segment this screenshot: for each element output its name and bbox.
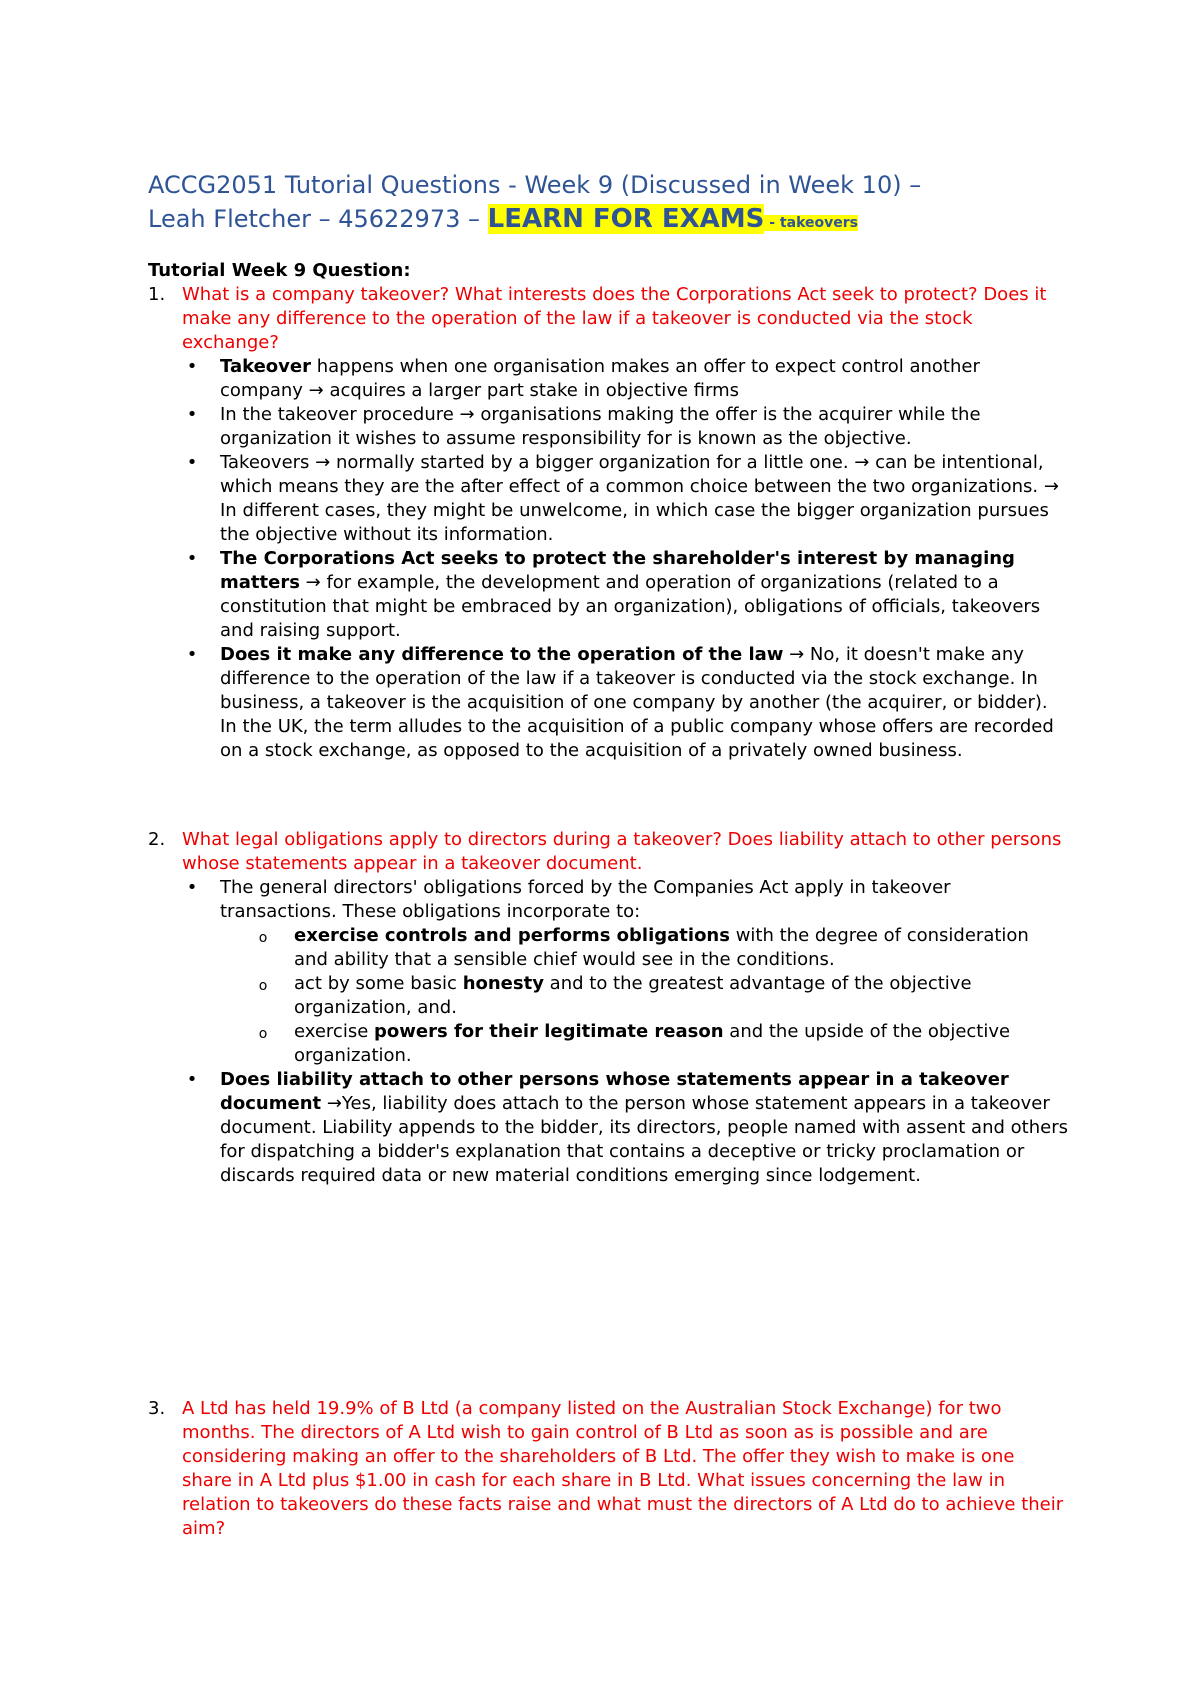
bullet-text: → for example, the development and operation of organizations (related to a constitution that might be embraced by an organization), obligations of officials, takeovers and raising support. xyxy=(220,572,1041,641)
bullet-bold-text: Does liability attach to other persons whose statements appear in a takeover document xyxy=(220,1069,1009,1114)
sub-list-item xyxy=(258,1020,1068,1068)
question-3 xyxy=(148,1397,1068,1541)
question-number: 3. xyxy=(148,1398,166,1419)
sub-bullet-text: with the degree of consideration and ability that a sensible chief would see in the conditions. xyxy=(294,925,1029,970)
title-line-2 xyxy=(148,202,1078,240)
sub-bullet-bold-text: exercise controls and performs obligations xyxy=(294,925,730,946)
bullet-icon: • xyxy=(186,877,198,898)
bullet-icon: • xyxy=(186,452,198,473)
answer-bullet-list xyxy=(186,355,1068,763)
question-text: What legal obligations apply to directors during a takeover? Does liability attach to other persons whose statements appear in a takeover document. xyxy=(182,829,1062,874)
bullet-icon: • xyxy=(186,644,198,665)
bullet-text: happens when one organisation makes an offer to expect control another company → acquires a larger part stake in objective firms xyxy=(220,356,980,401)
title-line-1: ACCG2051 Tutorial Questions - Week 9 (Discussed in Week 10) – xyxy=(148,171,922,199)
question-text: What is a company takeover? What interests does the Corporations Act seek to protect? Does it make any difference to the operation of the law if a takeover is conducted via the stock exchange? xyxy=(182,284,1047,353)
sub-bullet-icon: o xyxy=(258,978,268,994)
question-text: A Ltd has held 19.9% of B Ltd (a company listed on the Australian Stock Exchange) for two months. The directors of A Ltd wish to gain control of B Ltd as soon as is possible and are considering making an offer to the shareholders of B Ltd. The offer they wish to make is one share in A Ltd plus $1.00 in cash for each share in B Ltd. What issues concerning the law in relation to takeovers do these facts raise and what must the directors of A Ltd do to achieve their aim? xyxy=(182,1398,1064,1539)
sub-bullet-bold-text: honesty xyxy=(462,973,544,994)
bullet-text: The general directors' obligations forced by the Companies Act apply in takeover transactions. These obligations incorporate to: xyxy=(220,877,951,922)
list-item xyxy=(186,355,1068,403)
sub-bullet-text: and the upside of the objective organization. xyxy=(294,1021,1011,1066)
bullet-text: → No, it doesn't make any difference to the operation of the law if a takeover is conducted via the stock exchange. In business, a takeover is the acquisition of one company by another (the acquirer, or bidder). In the UK, the term alludes to the acquisition of a public company whose offers are recorded on a stock exchange, as opposed to the acquisition of a privately owned business. xyxy=(220,644,1054,761)
bullet-bold-text: The Corporations Act seeks to protect the shareholder's interest by managing matters xyxy=(220,548,1015,593)
bullet-text: →Yes, liability does attach to the person whose statement appears in a takeover document. Liability appends to the bidder, its directors, people named with assent and others for dispatching a bidder's explanation that contains a deceptive or tricky proclamation or discards required data or new material conditions emerging since lodgement. xyxy=(220,1093,1068,1186)
sub-list-item xyxy=(258,924,1068,972)
title-author: Leah Fletcher – 45622973 – xyxy=(148,205,488,233)
section-heading: Tutorial Week 9 Question: xyxy=(148,260,411,281)
sub-bullet-list xyxy=(258,924,1068,1068)
question-2 xyxy=(148,828,1068,1188)
list-item xyxy=(186,876,1068,1068)
bullet-icon: • xyxy=(186,1069,198,1090)
sub-bullet-text: act by some basic xyxy=(294,973,463,994)
list-item xyxy=(186,403,1068,451)
list-item xyxy=(186,643,1068,763)
learn-for-exams-highlight: LEARN FOR EXAMS xyxy=(487,204,765,234)
document-title xyxy=(148,168,1078,240)
bullet-icon: • xyxy=(186,404,198,425)
question-number: 2. xyxy=(148,829,166,850)
list-item xyxy=(186,451,1068,547)
sub-list-item xyxy=(258,972,1068,1020)
answer-bullet-list xyxy=(186,876,1068,1188)
bullet-text: In the takeover procedure → organisations making the offer is the acquirer while the organization it wishes to assume responsibility for is known as the objective. xyxy=(220,404,981,449)
sub-bullet-text: and to the greatest advantage of the objective organization, and. xyxy=(294,973,972,1018)
question-1 xyxy=(148,283,1068,763)
bullet-text: Takeovers → normally started by a bigger organization for a little one. → can be intentional, which means they are the after effect of a common choice between the two organizations. → In different cases, they might be unwelcome, in which case the bigger organization pursues the objective without its information. xyxy=(220,452,1059,545)
sub-bullet-icon: o xyxy=(258,1026,268,1042)
bullet-bold-text: Takeover xyxy=(220,356,311,377)
list-item xyxy=(186,1068,1068,1188)
bullet-icon: • xyxy=(186,356,198,377)
bullet-bold-text: Does it make any difference to the operation of the law xyxy=(220,644,784,665)
sub-bullet-text: exercise xyxy=(294,1021,375,1042)
question-number: 1. xyxy=(148,284,166,305)
sub-bullet-bold-text: powers for their legitimate reason xyxy=(374,1021,724,1042)
takeovers-highlight: - takeovers xyxy=(764,215,858,231)
sub-bullet-icon: o xyxy=(258,930,268,946)
bullet-icon: • xyxy=(186,548,198,569)
list-item xyxy=(186,547,1068,643)
